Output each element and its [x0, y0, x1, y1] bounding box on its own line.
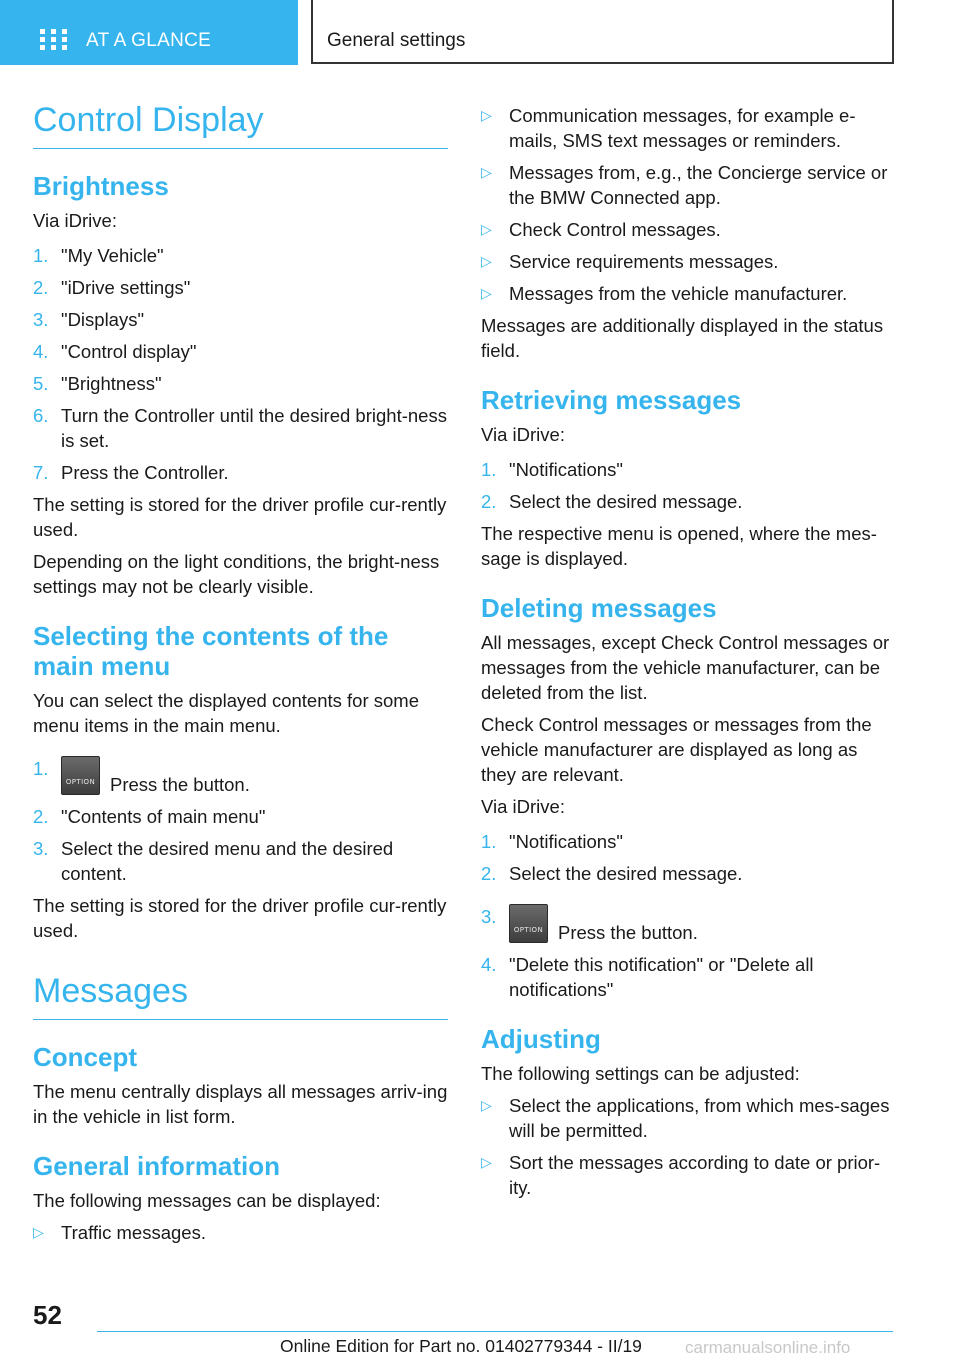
- paragraph: The menu centrally displays all messages arriv-ing in the vehicle in list form.: [33, 1081, 448, 1127]
- option-button-icon: OPTION: [509, 904, 548, 943]
- list-item: 5. "Brightness": [33, 373, 162, 394]
- triangle-bullet-icon: ▷: [481, 285, 492, 301]
- adjust-options: [481, 1093, 896, 1200]
- via-idrive: Via iDrive:: [481, 796, 565, 817]
- list-item: 4. "Control display": [33, 341, 197, 362]
- triangle-bullet-icon: ▷: [481, 164, 492, 180]
- triangle-bullet-icon: ▷: [481, 253, 492, 269]
- paragraph: Depending on the light conditions, the bright-ness settings may not be clearly visible.: [33, 551, 440, 597]
- list-item: 2. Select the desired message.: [481, 491, 743, 512]
- list-item: 6. Turn the Controller until the desired bright-ness is set.: [33, 405, 447, 451]
- via-idrive: Via iDrive:: [481, 424, 565, 445]
- brightness-steps: [33, 243, 448, 485]
- watermark: carmanualsonline.info: [685, 1338, 851, 1357]
- heading-general-information: General information: [33, 1151, 281, 1181]
- heading-messages: Messages: [33, 971, 448, 1020]
- paragraph: The setting is stored for the driver profile cur-rently used.: [33, 895, 447, 941]
- paragraph: The setting is stored for the driver profile cur-rently used.: [33, 494, 447, 540]
- list-item: ▷ Traffic messages.: [33, 1222, 206, 1243]
- heading-brightness: Brightness: [33, 171, 169, 201]
- heading-concept: Concept: [33, 1042, 137, 1072]
- list-item: ▷ Communication messages, for example e-mails, SMS text messages or reminders.: [481, 105, 856, 151]
- list-item: ▷ Sort the messages according to date or prior-ity.: [481, 1152, 881, 1198]
- triangle-bullet-icon: ▷: [481, 1154, 492, 1170]
- deleting-steps: [481, 829, 896, 1002]
- heading-retrieving-messages: Retrieving messages: [481, 385, 742, 415]
- page-title-box: [311, 0, 894, 64]
- list-item: ▷ Messages from, e.g., the Concierge service or the BMW Connected app.: [481, 162, 888, 208]
- list-item: 1. "Notifications": [481, 831, 623, 852]
- triangle-bullet-icon: ▷: [481, 221, 492, 237]
- list-item: 1. "My Vehicle": [33, 245, 164, 266]
- list-item: 1. OPTION Press the button.: [33, 758, 250, 795]
- page-header: [0, 0, 960, 66]
- list-item: 2. Select the desired message.: [481, 863, 743, 884]
- paragraph: The following settings can be adjusted:: [481, 1063, 800, 1084]
- page-title: General settings: [327, 30, 466, 51]
- list-item: 7. Press the Controller.: [33, 462, 229, 483]
- list-item: 3. OPTION Press the button.: [481, 906, 698, 943]
- message-types: [33, 1220, 448, 1245]
- paragraph: The following messages can be displayed:: [33, 1190, 381, 1211]
- heading-control-display: Control Display: [33, 100, 448, 149]
- grid-icon: [40, 29, 67, 51]
- retrieving-steps: [481, 457, 896, 514]
- paragraph: Check Control messages or messages from the vehicle manufacturer are displayed as long as they are relevant.: [481, 714, 872, 785]
- list-item: ▷ Service requirements messages.: [481, 251, 779, 272]
- paragraph: Messages are additionally displayed in the status field.: [481, 315, 884, 361]
- page-number: 52: [33, 1300, 62, 1330]
- option-button-icon: OPTION: [61, 756, 100, 795]
- triangle-bullet-icon: ▷: [481, 107, 492, 123]
- list-item: 1. "Notifications": [481, 459, 623, 480]
- heading-selecting-contents: Selecting the contents of the main menu: [33, 621, 389, 681]
- list-item: 4. "Delete this notification" or "Delete all notifications": [481, 954, 814, 1000]
- list-item: 2. "Contents of main menu": [33, 806, 266, 827]
- message-types-continued: [481, 103, 896, 306]
- list-item: 2. "iDrive settings": [33, 277, 191, 298]
- section-label: AT A GLANCE: [86, 30, 212, 51]
- heading-deleting-messages: Deleting messages: [481, 593, 717, 623]
- right-column: [481, 103, 896, 1200]
- via-idrive: Via iDrive:: [33, 210, 117, 231]
- list-item: ▷ Messages from the vehicle manufacturer.: [481, 283, 848, 304]
- list-item: ▷ Select the applications, from which mes-sages will be permitted.: [481, 1095, 890, 1141]
- paragraph: The respective menu is opened, where the mes-sage is displayed.: [481, 523, 877, 569]
- triangle-bullet-icon: ▷: [481, 1097, 492, 1113]
- edition-text: Online Edition for Part no. 01402779344 - II/19: [280, 1336, 642, 1356]
- footer-divider: [97, 1331, 893, 1332]
- list-item: ▷ Check Control messages.: [481, 219, 721, 240]
- heading-adjusting: Adjusting: [481, 1024, 601, 1054]
- paragraph: You can select the displayed contents for some menu items in the main menu.: [33, 690, 419, 736]
- main-menu-steps: [33, 756, 448, 886]
- section-tab: [0, 0, 298, 65]
- left-column: [33, 100, 448, 1245]
- paragraph: All messages, except Check Control messages or messages from the vehicle manufacturer, can be deleted from the list.: [481, 632, 890, 703]
- list-item: 3. "Displays": [33, 309, 145, 330]
- list-item: 3. Select the desired menu and the desired content.: [33, 838, 394, 884]
- triangle-bullet-icon: ▷: [33, 1224, 44, 1240]
